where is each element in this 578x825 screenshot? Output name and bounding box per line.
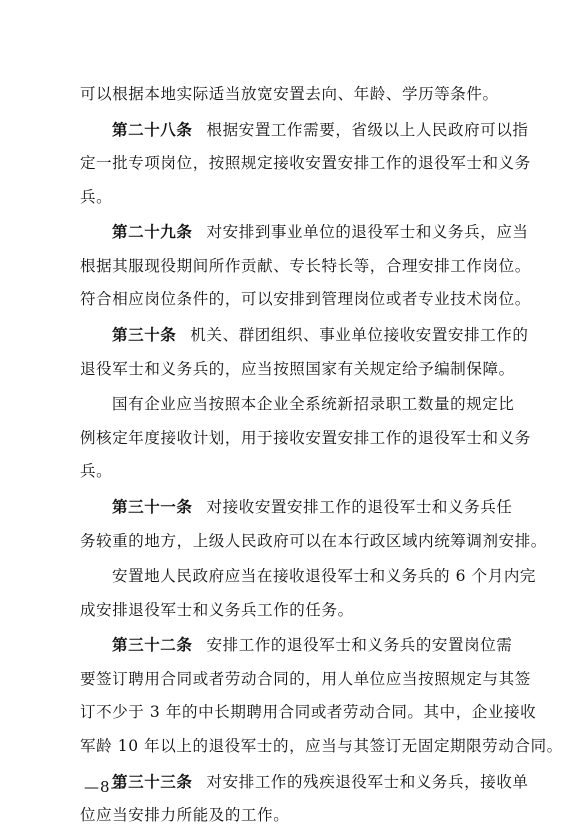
body-line [80, 805, 289, 825]
line-text: 兵。 [80, 187, 113, 206]
article-first-line [112, 635, 512, 655]
body-line [80, 600, 354, 620]
body-line [80, 461, 112, 481]
line-text: 成安排退役军士和义务兵工作的任务。 [80, 600, 354, 619]
line-text: 例核定年度接收计划，用于接收安置安排工作的退役军士和义务 [80, 428, 531, 447]
body-line [112, 566, 536, 586]
body-line [80, 289, 531, 309]
body-line [80, 359, 515, 379]
article-first-line [112, 772, 529, 792]
body-line [80, 256, 531, 276]
article-heading: 第三十三条 [112, 772, 193, 791]
line-text: 国有企业应当按照本企业全系统新招录职工数量的规定比 [112, 395, 515, 414]
line-text: 对接收安置安排工作的退役军士和义务兵任 [206, 498, 513, 516]
line-text: 对安排工作的残疾退役军士和义务兵，接收单 [206, 772, 529, 791]
article-heading: 第三十条 [112, 326, 177, 345]
body-line [80, 153, 531, 173]
article-first-line [112, 497, 512, 517]
line-text: 要签订聘用合同或者劳动合同的，用人单位应当按照规定与其签 [80, 669, 531, 688]
line-text: 务较重的地方，上级人民政府可以在本行政区域内统筹调剂安排。 [80, 531, 547, 550]
line-text: 根据安置工作需要，省级以上人民政府可以指 [206, 120, 529, 139]
body-line [80, 736, 563, 756]
line-text: 根据其服现役期间所作贡献、专长特长等，合理安排工作岗位。 [80, 256, 531, 275]
line-text: 符合相应岗位条件的，可以安排到管理岗位或者专业技术岗位。 [80, 290, 531, 309]
article-first-line [112, 325, 529, 345]
body-line [80, 531, 547, 551]
line-text: 机关、群团组织、事业单位接收安置安排工作的 [190, 326, 529, 345]
line-text: 对安排到事业单位的退役军士和义务兵，应当 [206, 223, 529, 242]
line-text: 安排工作的退役军士和义务兵的安置岗位需 [206, 636, 513, 655]
line-text: 军龄 10 年以上的退役军士的，应当与其签订无固定期限劳动合同。 [80, 736, 563, 755]
article-heading: 第三十一条 [112, 498, 193, 516]
line-text: 兵。 [80, 462, 113, 481]
line-text: 定一批专项岗位，按照规定接收安置安排工作的退役军士和义务 [80, 154, 531, 173]
article-heading: 第二十八条 [112, 120, 193, 139]
line-text: 位应当安排力所能及的工作。 [80, 806, 290, 825]
page-number: —8— [84, 778, 127, 796]
line-text: 退役军士和义务兵的，应当按照国家有关规定给予编制保障。 [80, 359, 515, 378]
line-text: 可以根据本地实际适当放宽安置去向、年龄、学历等条件。 [80, 85, 499, 103]
body-line [80, 187, 112, 207]
article-heading: 第三十二条 [112, 636, 193, 655]
article-first-line [112, 120, 529, 140]
line-text: 安置地人民政府应当在接收退役军士和义务兵的 6 个月内完 [112, 567, 537, 586]
article-first-line [112, 222, 529, 242]
body-line [80, 428, 531, 448]
body-line [80, 669, 531, 689]
body-line [80, 702, 536, 722]
article-heading: 第二十九条 [112, 223, 193, 242]
body-line [80, 84, 499, 104]
body-line [112, 394, 515, 414]
line-text: 订不少于 3 年的中长期聘用合同或者劳动合同。其中，企业接收 [80, 703, 537, 722]
